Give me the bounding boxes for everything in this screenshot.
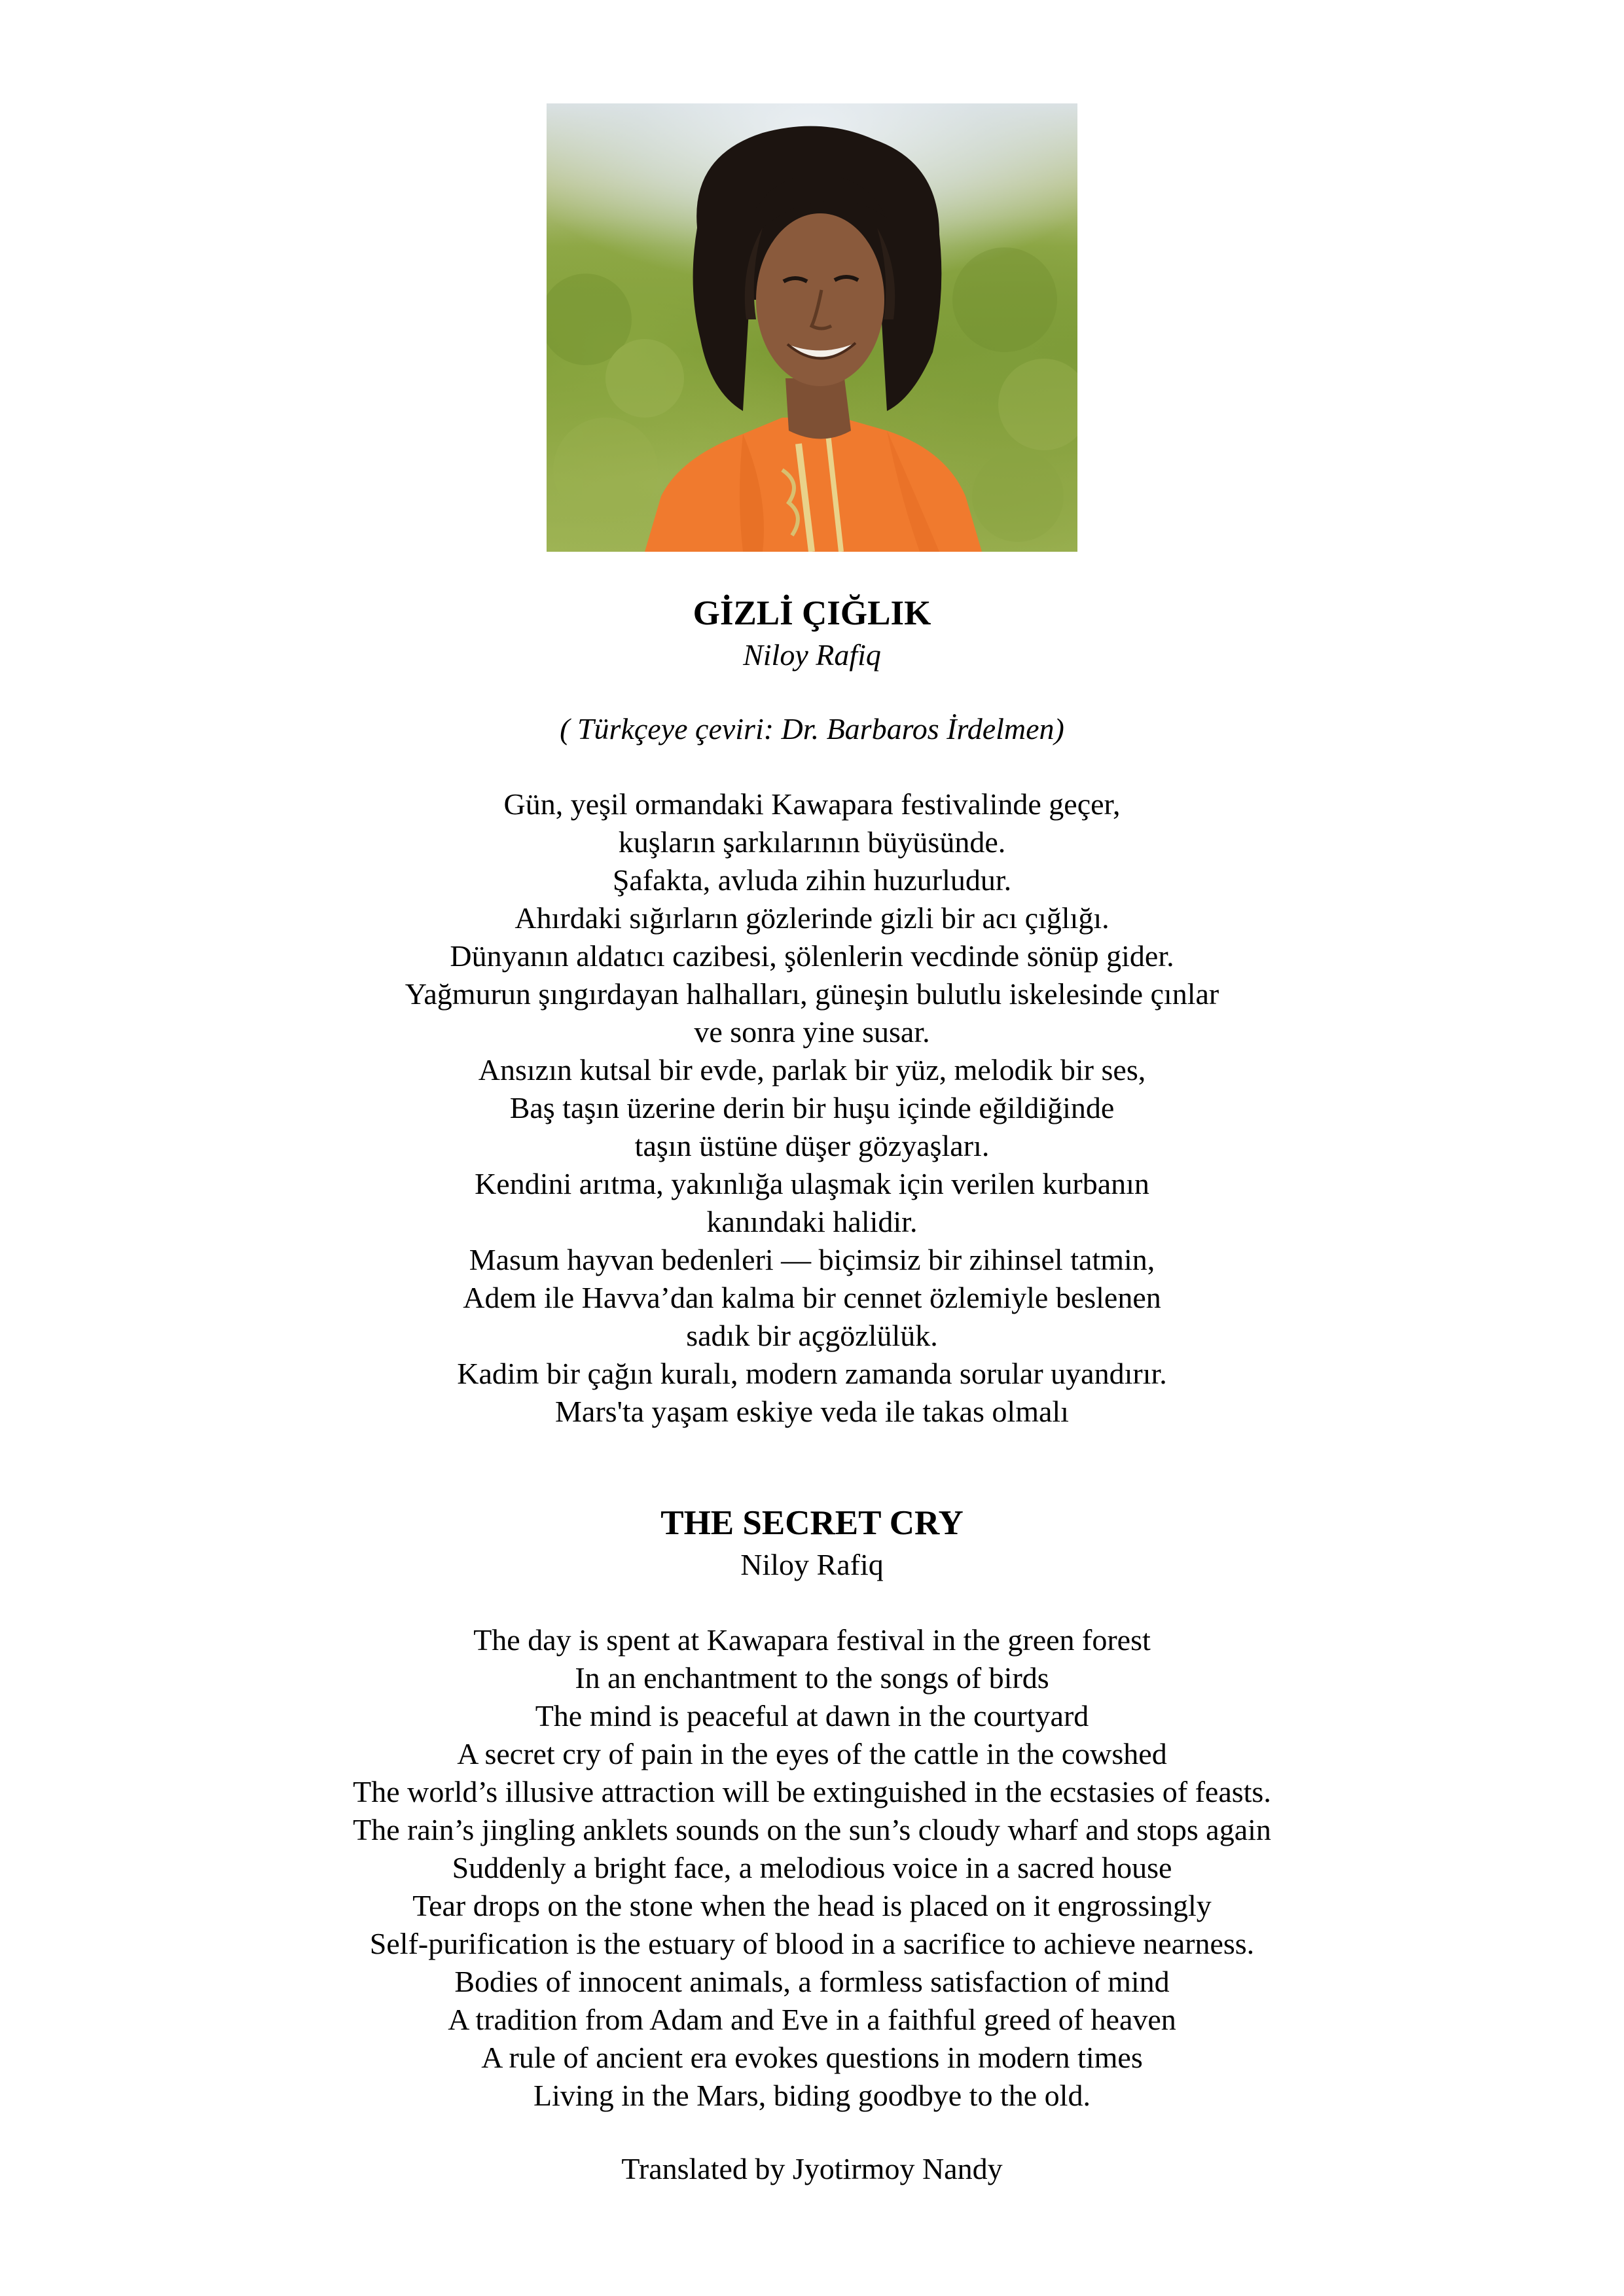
english-poem-title: THE SECRET CRY [660,1504,964,1542]
poem-line: Tear drops on the stone when the head is placed on it engrossingly [412,1889,1212,1922]
poem-line: Bodies of innocent animals, a formless satisfaction of mind [454,1965,1170,1998]
portrait-illustration [547,103,1077,552]
poem-line: The day is spent at Kawapara festival in the green forest [473,1623,1151,1657]
poem-line: Kadim bir çağın kuralı, modern zamanda sorular uyandırır. [457,1357,1167,1390]
poem-line: Self-purification is the estuary of blood in a sacrifice to achieve nearness. [369,1927,1255,1960]
poem-line: kuşların şarkılarının büyüsünde. [618,825,1006,859]
turkish-poem-title: GİZLİ ÇIĞLIK [693,594,931,632]
poem-line: Şafakta, avluda zihin huzurludur. [612,863,1012,897]
poem-line: Baş taşın üzerine derin bir huşu içinde eğildiğinde [509,1091,1115,1124]
poem-line: Dünyanın aldatıcı cazibesi, şölenlerin vecdinde sönüp gider. [450,939,1174,973]
poem-line: Ansızın kutsal bir evde, parlak bir yüz, melodik bir ses, [478,1053,1146,1086]
english-translator-credit: Translated by Jyotirmoy Nandy [621,2152,1003,2185]
poem-line: The mind is peaceful at dawn in the courtyard [535,1699,1089,1732]
poem-line: Adem ile Havva’dan kalma bir cennet özlemiyle beslenen [463,1281,1161,1314]
poem-line: A secret cry of pain in the eyes of the cattle in the cowshed [457,1737,1167,1770]
poem-line: Yağmurun şıngırdayan halhalları, güneşin bulutlu iskelesinde çınlar [405,977,1219,1011]
poem-line: Kendini arıtma, yakınlığa ulaşmak için verilen kurbanın [475,1167,1149,1200]
poem-line: sadık bir açgözlülük. [686,1319,938,1352]
poem-line: A rule of ancient era evokes questions in modern times [481,2041,1143,2074]
turkish-translator-note: ( Türkçeye çeviri: Dr. Barbaros İrdelmen) [560,712,1064,745]
poem-line: Living in the Mars, biding goodbye to the old. [533,2079,1091,2112]
poem-line: kanındaki halidir. [706,1205,918,1238]
english-poem-body [0,1621,1624,2115]
author-portrait-photo [547,103,1077,552]
poem-line: The world’s illusive attraction will be extinguished in the ecstasies of feasts. [353,1775,1271,1808]
poem-line: Mars'ta yaşam eskiye veda ile takas olmalı [555,1395,1069,1428]
english-poem-author: Niloy Rafiq [740,1548,884,1581]
poem-line: ve sonra yine susar. [694,1015,930,1049]
poem-line: The rain’s jingling anklets sounds on the sun’s cloudy wharf and stops again [353,1813,1271,1846]
turkish-poem-author: Niloy Rafiq [743,638,881,672]
poem-line: In an enchantment to the songs of birds [575,1661,1049,1695]
poem-line: Ahırdaki sığırların gözlerinde gizli bir acı çığlığı. [514,901,1110,935]
turkish-poem-body [0,785,1624,1431]
poem-line: Masum hayvan bedenleri — biçimsiz bir zihinsel tatmin, [469,1243,1155,1276]
poem-line: taşın üstüne düşer gözyaşları. [634,1129,990,1162]
poem-line: Gün, yeşil ormandaki Kawapara festivalinde geçer, [503,787,1121,821]
poem-line: Suddenly a bright face, a melodious voice in a sacred house [452,1851,1172,1884]
poem-line: A tradition from Adam and Eve in a faithful greed of heaven [448,2003,1176,2036]
